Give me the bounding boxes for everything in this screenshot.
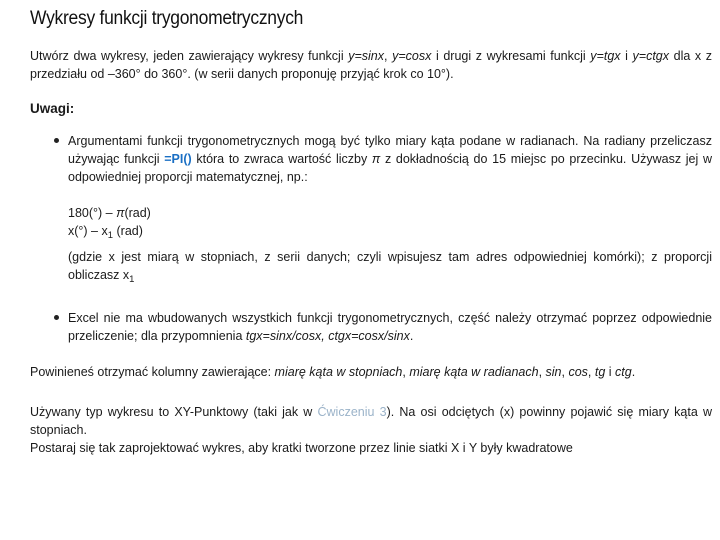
bullet-icon [54,315,59,320]
intro-func-cos: y=cosx [392,49,432,63]
notes-list [30,132,712,345]
formula-block [68,204,712,289]
intro-text-3: i drugi z wykresami funkcji [431,49,591,63]
columns-text: Powinieneś otrzymać kolumny zawierające: [30,365,275,379]
sep-3: , [561,365,569,379]
column-cos: cos [568,365,588,379]
note1-text-3: z dokładnością do 15 miejsc po przecinku. Używasz jej w odpowiedniej proporcji matematycznej, np.: [68,152,712,184]
exercise-3-link[interactable]: Ćwiczeniu 3 [317,405,387,419]
chart-type-text-2: ). Na osi odciętych (x) powinny pojawić się miary kąta w stopniach. [30,405,712,437]
sep-6: . [631,365,636,379]
formula1-pi: π [116,206,125,220]
bullet-icon [54,138,59,143]
sep-5: i [605,365,616,379]
page [30,8,712,457]
formula-explanation [68,248,712,289]
formula3-subscript: 1 [129,274,135,285]
pi-symbol: π [371,152,381,166]
formula3-text: (gdzie x jest miarą w stopniach, z serii danych; czyli wpisujesz tam adres odpowiedniej komórki); z proporcji obliczasz x [68,250,712,282]
formula2-subscript: 1 [107,230,114,241]
note2-text-2: . [409,329,414,343]
intro-func-sin: y=sinx [348,49,384,63]
page-title: Wykresy funkcji trygonometrycznych [30,8,304,29]
note-excel-text [68,309,712,345]
sep-1: , [402,365,410,379]
note2-text-1: Excel nie ma wbudowanych wszystkich funkcji trygonometrycznych, część należy otrzymać poprzez odpowiednie przeliczenie; dla przypomnienia [68,311,712,343]
pi-function-label: =PI() [164,152,192,166]
column-tg: tg [594,365,606,379]
formula2-right: (rad) [113,224,143,238]
chart-type-paragraph [30,403,712,439]
note1-text-1: Argumentami funkcji trygonometrycznych mogą być tylko miary kąta podane w radianach. Na radiany przeliczasz używając funkcji [68,134,712,166]
intro-text-2: , [384,49,393,63]
sep-2: , [538,365,546,379]
note1-text-2: która to zwraca wartość liczby [191,152,372,166]
column-sin: sin [545,365,562,379]
note-item-radians [30,132,712,289]
sep-4: , [587,365,595,379]
intro-text-1: Utwórz dwa wykresy, jeden zawierający wykresy funkcji [30,49,349,63]
grid-note-paragraph: Postaraj się tak zaprojektować wykres, aby kratki tworzone przez linie siatki X i Y były kwadratowe [30,441,573,455]
column-degrees: miarę kąta w stopniach [274,365,403,379]
intro-func-tg: y=tgx [590,49,621,63]
intro-paragraph [30,47,712,83]
intro-text-5: dla x z przedziału od –360° do 360°. (w serii danych proponuję przyjąć krok co 10°). [30,49,713,81]
formula-line-1 [68,204,712,222]
note2-formulas: tgx=sinx/cosx, ctgx=cosx/sinx [245,329,410,343]
columns-paragraph [30,363,712,381]
intro-text-4: i [620,49,633,63]
notes-heading: Uwagi: [30,101,75,116]
formula2-left: x(°) – x [68,224,108,238]
intro-func-ctg: y=ctgx [632,49,670,63]
column-radians: miarę kąta w radianach [409,365,539,379]
formula1-right: (rad) [124,206,151,220]
chart-type-text-1: Używany typ wykresu to XY-Punktowy (taki jak w [30,405,318,419]
formula-line-2 [68,222,712,245]
note-radians-text [68,132,712,186]
note-item-excel [30,309,712,345]
formula1-left: 180(°) – [68,206,117,220]
column-ctg: ctg [615,365,632,379]
